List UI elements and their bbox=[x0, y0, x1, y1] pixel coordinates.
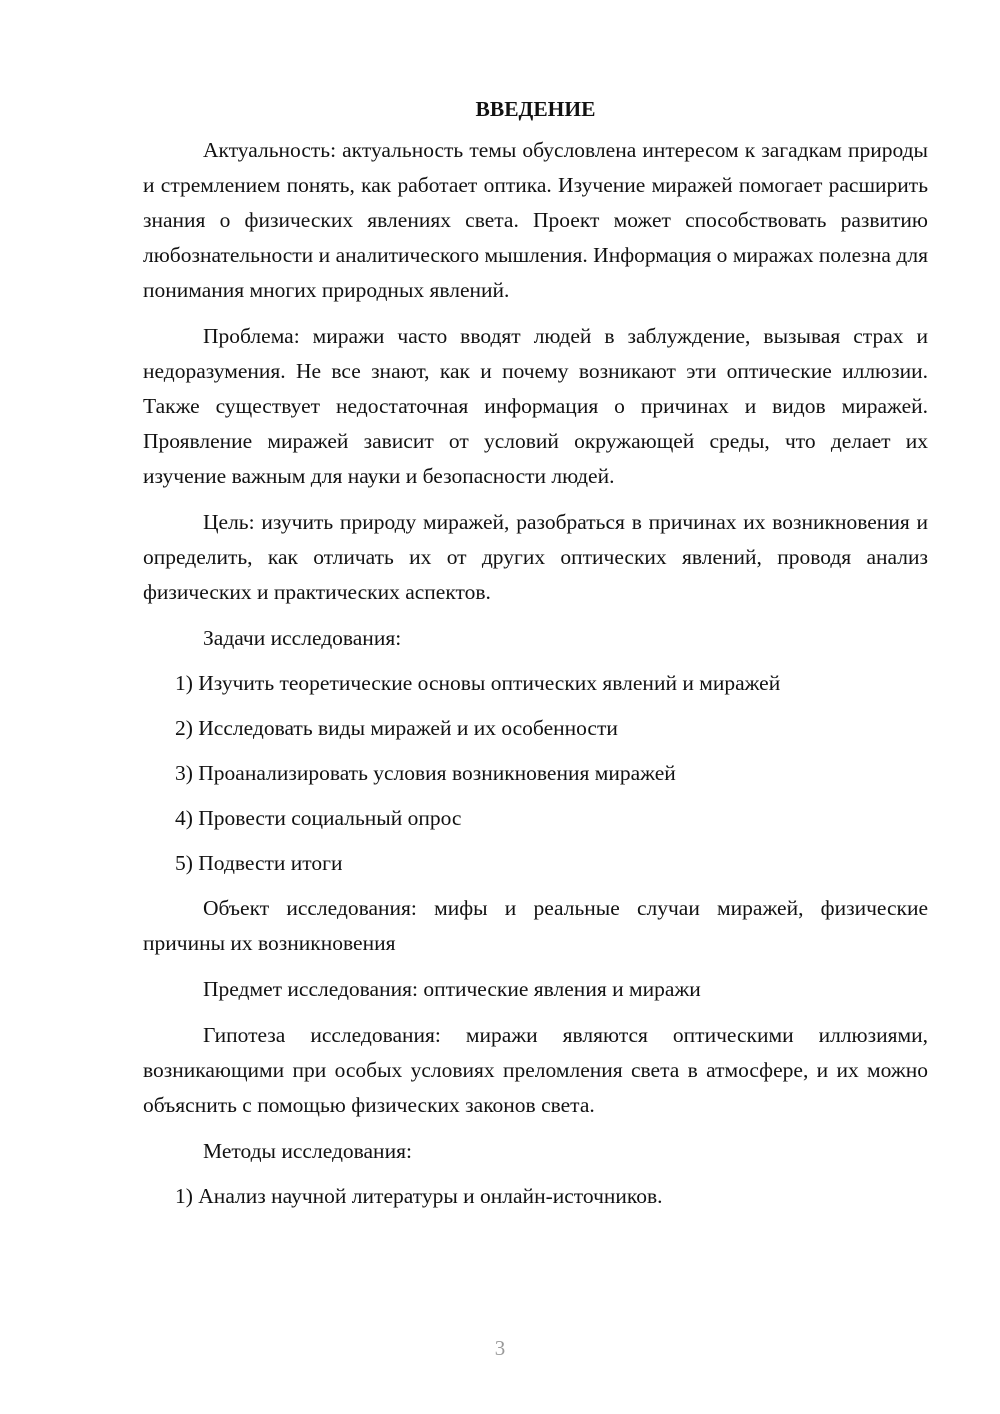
task-item: 4) Провести социальный опрос bbox=[175, 806, 462, 830]
task-item: 1) Изучить теоретические основы оптических явлений и миражей bbox=[175, 671, 781, 695]
subject-paragraph: Предмет исследования: оптические явления и миражи bbox=[203, 977, 701, 1001]
problem-paragraph: Проблема: миражи часто вводят людей в заблуждение, вызывая страх и недоразумения. Не все знают, как и почему возникают эти оптические иллюзии. Также существует недостаточная информация о причинах и видов миражей. Проявление миражей зависит от условий окружающей среды, что делает их изучение важным для науки и безопасности людей. bbox=[143, 324, 928, 488]
tasks-heading: Задачи исследования: bbox=[203, 626, 402, 650]
relevance-paragraph: Актуальность: актуальность темы обусловлена интересом к загадкам природы и стремлением понять, как работает оптика. Изучение миражей помогает расширить знания о физических явлениях света. Проект может способствовать развитию любознательности и аналитического мышления. Информация о миражах полезна для понимания многих природных явлений. bbox=[143, 138, 928, 302]
page-number: 3 bbox=[494, 1336, 506, 1360]
hypothesis-paragraph: Гипотеза исследования: миражи являются оптическими иллюзиями, возникающими при особых условиях преломления света в атмосфере, и их можно объяснить с помощью физических законов света. bbox=[143, 1023, 928, 1117]
method-item: 1) Анализ научной литературы и онлайн-источников. bbox=[175, 1184, 663, 1208]
tasks-list bbox=[143, 666, 928, 881]
document-page bbox=[143, 92, 928, 1224]
goal-paragraph: Цель: изучить природу миражей, разобраться в причинах их возникновения и определить, как отличать их от других оптических явлений, проводя анализ физических и практических аспектов. bbox=[143, 510, 928, 604]
methods-list bbox=[143, 1179, 928, 1214]
section-title: ВВЕДЕНИЕ bbox=[475, 97, 596, 121]
methods-heading: Методы исследования: bbox=[203, 1139, 412, 1163]
task-item: 3) Проанализировать условия возникновения миражей bbox=[175, 761, 676, 785]
task-item: 2) Исследовать виды миражей и их особенности bbox=[175, 716, 618, 740]
object-paragraph: Объект исследования: мифы и реальные случаи миражей, физические причины их возникновения bbox=[143, 896, 928, 955]
task-item: 5) Подвести итоги bbox=[175, 851, 343, 875]
